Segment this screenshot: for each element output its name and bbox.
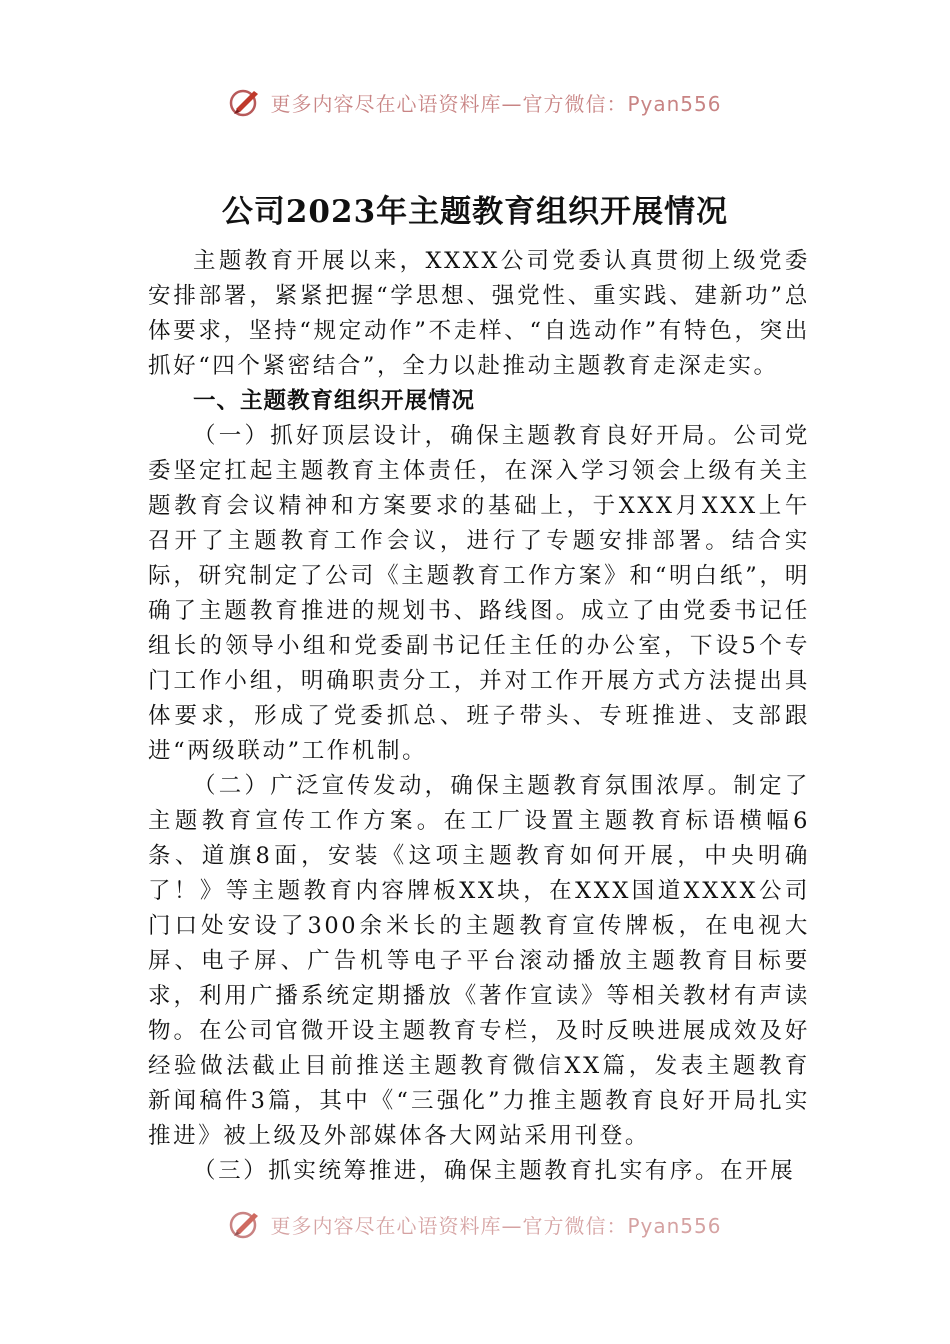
watermark-text: 更多内容尽在心语资料库—官方微信：Pyan556: [270, 91, 722, 116]
pen-logo-icon: [228, 85, 262, 119]
watermark-footer: [0, 1204, 950, 1244]
intro-paragraph: 主题教育开展以来，XXXX公司党委认真贯彻上级党委安排部署，紧紧把握“学思想、强党性、重实践、建新功”总体要求，坚持“规定动作”不走样、“自选动作”有特色，突出抓好“四个紧密结合”，全力以赴推动主题教育走深走实。: [148, 248, 810, 379]
paragraph-2: （二）广泛宣传发动，确保主题教育氛围浓厚。制定了主题教育宣传工作方案。在工厂设置主题教育标语横幅6条、道旗8面，安装《这项主题教育如何开展，中央明确了！》等主题教育内容牌板XX块，在XXX国道XXXX公司门口处安设了300余米长的主题教育宣传牌板，在电视大屏、电子屏、广告机等电子平台滚动播放主题教育目标要求，利用广播系统定期播放《著作宣读》等相关教材有声读物。在公司官微开设主题教育专栏，及时反映进展成效及好经验做法截止目前推送主题教育微信XX篇，发表主题教育新闻稿件3篇，其中《“三强化”力推主题教育良好开局扎实推进》被上级及外部媒体各大网站采用刊登。: [148, 773, 810, 1149]
section-heading-1: 一、主题教育组织开展情况: [193, 388, 476, 414]
document-body: [148, 244, 810, 1189]
watermark-header: [0, 82, 950, 122]
paragraph-1: （一）抓好顶层设计，确保主题教育良好开局。公司党委坚定扛起主题教育主体责任，在深入学习领会上级有关主题教育会议精神和方案要求的基础上，于XXX月XXX上午召开了主题教育工作会议，进行了专题安排部署。结合实际，研究制定了公司《主题教育工作方案》和“明白纸”，明确了主题教育推进的规划书、路线图。成立了由党委书记任组长的领导小组和党委副书记任主任的办公室，下设5个专门工作小组，明确职责分工，并对工作开展方式方法提出具体要求，形成了党委抓总、班子带头、专班推进、支部跟进“两级联动”工作机制。: [148, 423, 810, 764]
pen-logo-icon: [228, 1207, 262, 1241]
paragraph-3: （三）抓实统筹推进，确保主题教育扎实有序。在开展: [193, 1158, 796, 1184]
watermark-text: 更多内容尽在心语资料库—官方微信：Pyan556: [270, 1213, 722, 1238]
document-title: 公司2023年主题教育组织开展情况: [221, 194, 729, 230]
